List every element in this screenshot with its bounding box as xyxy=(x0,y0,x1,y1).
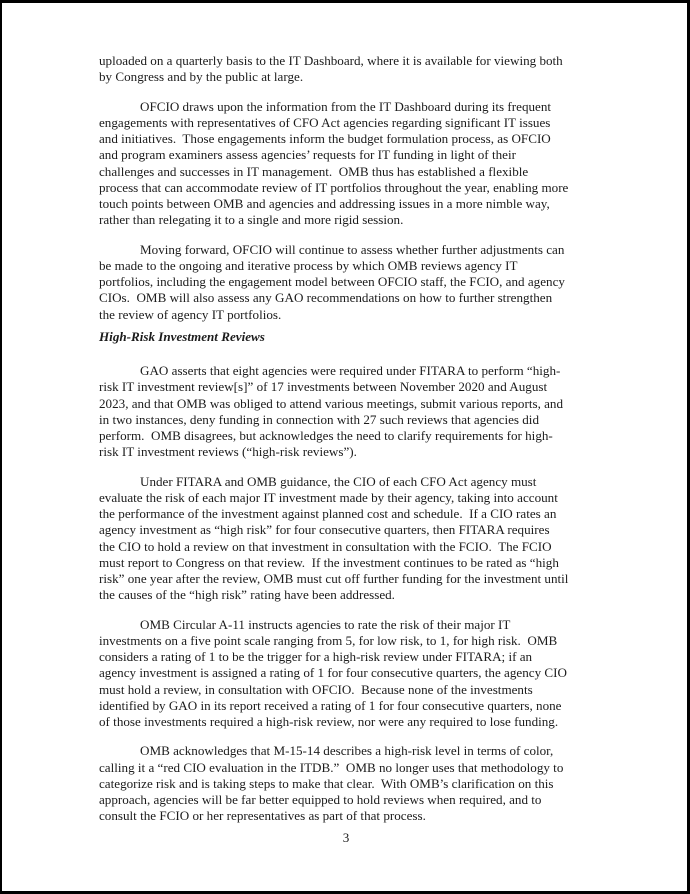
text-line: OFCIO draws upon the information from the IT Dashboard during its frequent xyxy=(140,98,552,114)
text-line: the causes of the “high risk” rating have been addressed. xyxy=(99,587,395,603)
text-line: evaluate the risk of each major IT investment made by their agency, taking into account xyxy=(99,489,558,505)
text-line: agency investment is assigned a rating of 1 for four consecutive quarters, the agency CIO xyxy=(99,665,567,681)
text-line: Moving forward, OFCIO will continue to assess whether further adjustments can xyxy=(140,241,565,257)
paragraph xyxy=(99,617,593,731)
text-line: be made to the ongoing and iterative process by which OMB reviews agency IT xyxy=(99,257,518,273)
paragraph xyxy=(99,363,593,461)
text-line: challenges and successes in IT management. OMB thus has established a flexible xyxy=(99,163,529,179)
text-line: investments on a five point scale ranging from 5, for low risk, to 1, for high risk. OMB xyxy=(99,632,558,648)
document-content xyxy=(99,53,593,846)
paragraph xyxy=(99,99,593,229)
paragraph xyxy=(99,242,593,323)
text-line: process that can accommodate review of IT portfolios throughout the year, enabling more xyxy=(99,179,569,195)
page-number: 3 xyxy=(342,829,350,845)
paragraph xyxy=(99,53,593,86)
text-line: risk IT investment review[s]” of 17 investments between November 2020 and August xyxy=(99,379,548,395)
text-line: portfolios, including the engagement model between OFCIO staff, the FCIO, and agency xyxy=(99,274,565,289)
text-line: must report to Congress on that review. If the investment continues to be rated as “high xyxy=(99,554,559,570)
text-line: categorize risk and is taking steps to make that clear. With OMB’s clarification on this xyxy=(99,775,554,791)
text-line: the performance of the investment against planned cost and schedule. If a CIO rates an xyxy=(99,506,557,521)
section-heading: High-Risk Investment Reviews xyxy=(99,328,265,344)
text-line: must hold a review, in consultation with OFCIO. Because none of the investments xyxy=(99,681,533,697)
text-line: the CIO to hold a review on that investment in consultation with the FCIO. The FCIO xyxy=(99,538,552,554)
text-line: perform. OMB disagrees, but acknowledges the need to clarify requirements for high- xyxy=(99,428,553,443)
text-line: Under FITARA and OMB guidance, the CIO of each CFO Act agency must xyxy=(140,473,537,489)
paragraph xyxy=(99,474,593,604)
text-line: 2023, and that OMB was obliged to attend various meetings, submit various reports, and xyxy=(99,395,564,411)
text-line: by Congress and by the public at large. xyxy=(99,69,304,85)
text-line: in two instances, deny funding in connection with 27 such reviews that agencies did xyxy=(99,411,539,427)
text-line: and program examiners assess agencies’ requests for IT funding in light of their xyxy=(99,147,516,163)
text-line: consult the FCIO or her representatives as part of that process. xyxy=(99,808,426,824)
document-body xyxy=(99,53,593,825)
text-line: the review of agency IT portfolios. xyxy=(99,306,282,322)
text-line: CIOs. OMB will also assess any GAO recommendations on how to further strengthen xyxy=(99,290,553,306)
text-line: touch points between OMB and agencies and addressing issues in a more nimble way, xyxy=(99,196,550,211)
text-line: uploaded on a quarterly basis to the IT Dashboard, where it is available for viewing both xyxy=(99,53,563,68)
text-line: agency investment as “high risk” for four consecutive quarters, then FITARA requires xyxy=(99,522,550,538)
text-line: approach, agencies will be far better equipped to hold reviews when required, and to xyxy=(99,792,542,807)
text-line: and initiatives. Those engagements inform the budget formulation process, as OFCIO xyxy=(99,131,551,146)
text-line: OMB Circular A-11 instructs agencies to rate the risk of their major IT xyxy=(140,616,511,632)
text-line: OMB acknowledges that M-15-14 describes a high-risk level in terms of color, xyxy=(140,743,554,759)
text-line: engagements with representatives of CFO Act agencies regarding significant IT issues xyxy=(99,114,551,130)
text-line: calling it a “red CIO evaluation in the ITDB.” OMB no longer uses that methodology to xyxy=(99,759,564,775)
text-line: of those investments required a high-risk review, nor were any required to lose funding. xyxy=(99,714,559,729)
text-line: identified by GAO in its report received a rating of 1 for four consecutive quarters, none xyxy=(99,697,562,713)
text-line: rather than relegating it to a single and more rigid session. xyxy=(99,212,404,228)
text-line: risk IT investment reviews (“high-risk reviews”). xyxy=(99,444,357,460)
text-line: considers a rating of 1 to be the trigger for a high-risk review under FITARA; if an xyxy=(99,649,533,664)
paragraph xyxy=(99,743,593,824)
text-line: risk” one year after the review, OMB must cut off further funding for the investment until xyxy=(99,571,569,586)
text-line: GAO asserts that eight agencies were required under FITARA to perform “high- xyxy=(140,363,561,378)
